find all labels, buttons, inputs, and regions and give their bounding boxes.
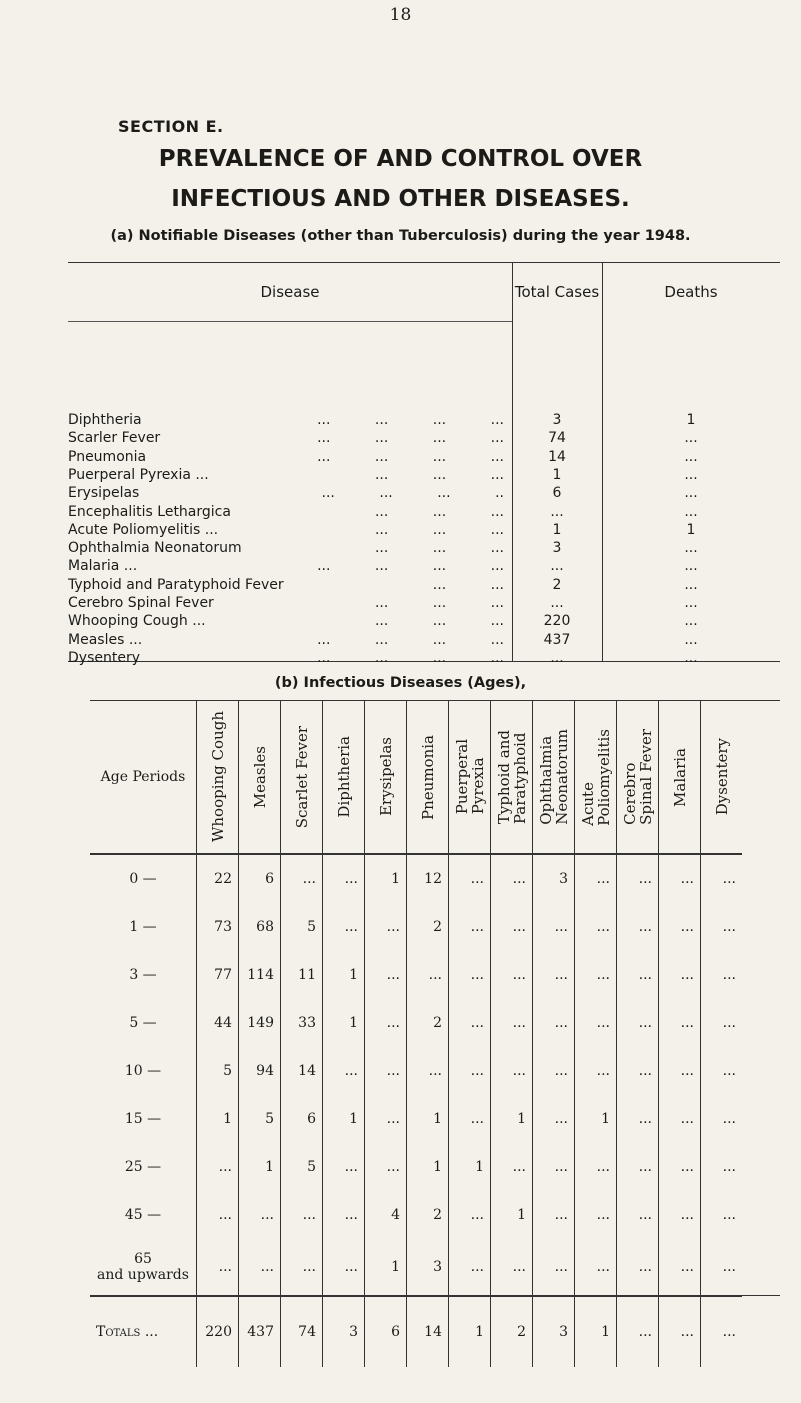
page-title-line-1: PREVALENCE OF AND CONTROL OVER — [158, 146, 643, 172]
cell-value: 3 — [533, 854, 575, 903]
cell-value: ... — [365, 951, 407, 999]
cell-value: 11 — [281, 951, 323, 999]
cell-value: ... — [617, 854, 659, 903]
total-cases: 1 — [552, 466, 562, 483]
cell-value: ... — [491, 1143, 533, 1191]
age-period: 65 and upwards — [97, 1251, 189, 1283]
disease-name: Scarler Fever — [68, 430, 161, 447]
cell-value: ... — [365, 1143, 407, 1191]
column-header — [407, 701, 449, 854]
totals-row — [90, 1296, 742, 1367]
cell-value: ... — [575, 1047, 617, 1095]
table-row — [90, 1095, 742, 1143]
deaths: 1 — [686, 521, 696, 538]
cell-value: 1 — [575, 1095, 617, 1143]
total-value: ... — [659, 1296, 701, 1367]
cell-value: ... — [575, 854, 617, 903]
table-row — [68, 594, 780, 612]
deaths: ... — [684, 576, 698, 593]
disease-cell — [68, 557, 504, 575]
cell-value: 22 — [197, 854, 239, 903]
disease-cell — [68, 503, 504, 521]
cell-value: ... — [323, 1239, 365, 1296]
cell-value: ... — [533, 1095, 575, 1143]
cell-value: ... — [701, 903, 743, 951]
age-period: 1 — — [129, 919, 157, 935]
totals-label: Totals ... — [90, 1296, 197, 1367]
cell-value: 77 — [197, 951, 239, 999]
cell-value: 149 — [239, 999, 281, 1047]
total-cases: 2 — [552, 576, 562, 593]
total-value: 6 — [365, 1296, 407, 1367]
column-header-label: Erysipelas — [376, 737, 395, 817]
age-period: 3 — — [129, 967, 157, 983]
notifiable-diseases-table — [68, 262, 780, 666]
table-row — [90, 903, 742, 951]
cell-value: 1 — [197, 1095, 239, 1143]
disease-name: Puerperal Pyrexia ... — [68, 466, 209, 483]
cell-value: 73 — [197, 903, 239, 951]
disease-cell — [68, 649, 504, 667]
cell-value: 4 — [365, 1191, 407, 1239]
column-header — [701, 701, 743, 854]
table-a-caption: (a) Notifiable Diseases (other than Tuberculosis) during the year 1948. — [110, 228, 691, 244]
cell-value: 33 — [281, 999, 323, 1047]
cell-value: ... — [491, 854, 533, 903]
table-row — [68, 631, 780, 649]
dot-leader: ... ... ... ... — [317, 649, 504, 666]
cell-value: 1 — [491, 1191, 533, 1239]
cell-value: ... — [365, 999, 407, 1047]
cell-value: ... — [449, 903, 491, 951]
cell-value: ... — [323, 903, 365, 951]
cell-value: ... — [281, 1239, 323, 1296]
table-bottom-rule — [90, 1295, 780, 1296]
deaths: ... — [684, 503, 698, 520]
cell-value: ... — [281, 854, 323, 903]
deaths: ... — [684, 631, 698, 648]
cell-value: 1 — [407, 1143, 449, 1191]
cell-value: ... — [659, 999, 701, 1047]
total-cases: ... — [550, 595, 564, 611]
section-label: SECTION E. — [118, 117, 224, 136]
cell-value: ... — [701, 1095, 743, 1143]
cell-value: ... — [533, 1047, 575, 1095]
column-header — [617, 701, 659, 854]
infectious-diseases-ages-table — [90, 700, 780, 1340]
table-row — [68, 411, 780, 429]
table-row — [68, 649, 780, 667]
cell-value: 1 — [491, 1095, 533, 1143]
cell-value: ... — [659, 903, 701, 951]
cell-value: ... — [659, 1095, 701, 1143]
column-header-label: Ophthalmia Neonatorum — [536, 729, 571, 825]
deaths: ... — [684, 430, 698, 447]
total-cases: 3 — [552, 412, 562, 428]
cell-value: ... — [575, 1239, 617, 1296]
column-header — [533, 701, 575, 854]
column-header — [239, 701, 281, 854]
cell-value: 1 — [365, 1239, 407, 1296]
cell-value: ... — [323, 1191, 365, 1239]
table-row — [68, 521, 780, 539]
table-row — [90, 1239, 742, 1296]
disease-name: Acute Poliomyelitis ... — [68, 521, 219, 538]
total-value: 1 — [575, 1296, 617, 1367]
dot-leader: ... ... — [432, 576, 504, 593]
column-header — [323, 701, 365, 854]
disease-name: Ophthalmia Neonatorum — [68, 540, 242, 557]
cell-value: ... — [575, 1143, 617, 1191]
table-row — [68, 539, 780, 557]
cell-value: ... — [659, 1239, 701, 1296]
cell-value: ... — [197, 1143, 239, 1191]
total-cases: 1 — [552, 521, 562, 538]
cell-value: ... — [197, 1239, 239, 1296]
deaths: ... — [684, 485, 698, 502]
dot-leader: ... ... ... — [374, 613, 504, 630]
total-value: 2 — [491, 1296, 533, 1367]
total-cases: ... — [550, 503, 564, 520]
disease-cell — [68, 594, 504, 612]
cell-value: ... — [575, 903, 617, 951]
cell-value: ... — [533, 999, 575, 1047]
age-period: 5 — — [129, 1015, 157, 1031]
header-deaths: Deaths — [664, 283, 718, 301]
deaths: ... — [684, 558, 698, 575]
cell-value: 114 — [239, 951, 281, 999]
dot-leader: ... ... ... — [374, 521, 504, 538]
cell-value: ... — [701, 854, 743, 903]
total-value: 1 — [449, 1296, 491, 1367]
table-row — [68, 466, 780, 484]
dot-leader: ... ... ... ... — [317, 430, 504, 447]
cell-value: ... — [407, 951, 449, 999]
cell-value: ... — [197, 1191, 239, 1239]
cell-value: 2 — [407, 999, 449, 1047]
cell-value: ... — [533, 1239, 575, 1296]
age-period: 25 — — [124, 1159, 162, 1175]
total-value: 14 — [407, 1296, 449, 1367]
total-cases: 3 — [552, 540, 562, 557]
cell-value: 3 — [407, 1239, 449, 1296]
cell-value: 6 — [239, 854, 281, 903]
age-period: 45 — — [124, 1207, 162, 1223]
cell-value: ... — [323, 854, 365, 903]
cell-value: ... — [617, 1143, 659, 1191]
disease-name: Whooping Cough ... — [68, 613, 206, 630]
cell-value: ... — [449, 1191, 491, 1239]
cell-value: ... — [617, 1191, 659, 1239]
cell-value: 68 — [239, 903, 281, 951]
cell-value: ... — [239, 1239, 281, 1296]
age-period: 10 — — [124, 1063, 162, 1079]
cell-value: 14 — [281, 1047, 323, 1095]
table-row — [68, 612, 780, 630]
cell-value: ... — [617, 1239, 659, 1296]
cell-value: ... — [533, 951, 575, 999]
cell-value: ... — [617, 951, 659, 999]
disease-cell — [68, 448, 504, 466]
cell-value: ... — [659, 1191, 701, 1239]
cell-value: 44 — [197, 999, 239, 1047]
deaths: 1 — [686, 412, 696, 428]
deaths: ... — [684, 613, 698, 630]
disease-cell — [68, 576, 504, 594]
cell-value: 5 — [197, 1047, 239, 1095]
page-title-line-2: INFECTIOUS AND OTHER DISEASES. — [171, 186, 630, 212]
cell-value: 5 — [239, 1095, 281, 1143]
cell-value: 2 — [407, 1191, 449, 1239]
cell-value: 1 — [365, 854, 407, 903]
total-value: 74 — [281, 1296, 323, 1367]
column-header — [491, 701, 533, 854]
cell-value: 5 — [281, 903, 323, 951]
disease-name: Encephalitis Lethargica — [68, 503, 231, 520]
column-header-label: Acute Poliomyelitis — [578, 728, 613, 826]
cell-value: ... — [659, 951, 701, 999]
disease-name: Dysentery — [68, 649, 140, 666]
disease-cell — [68, 631, 504, 649]
total-value: 3 — [323, 1296, 365, 1367]
cell-value: ... — [701, 999, 743, 1047]
cell-value: ... — [323, 1143, 365, 1191]
header-age-periods: Age Periods — [90, 701, 197, 854]
cell-value: 1 — [239, 1143, 281, 1191]
cell-value: ... — [491, 951, 533, 999]
cell-value: ... — [449, 1239, 491, 1296]
disease-cell — [68, 521, 504, 539]
cell-value: ... — [533, 903, 575, 951]
cell-value: ... — [449, 951, 491, 999]
deaths: ... — [684, 649, 698, 666]
column-header — [365, 701, 407, 854]
table-row — [68, 503, 780, 521]
cell-value: ... — [449, 854, 491, 903]
dot-leader: ... ... ... ... — [317, 448, 504, 465]
cell-value: ... — [617, 1095, 659, 1143]
cell-value: ... — [617, 903, 659, 951]
total-value: 3 — [533, 1296, 575, 1367]
disease-name: Cerebro Spinal Fever — [68, 595, 214, 611]
column-header — [197, 701, 239, 854]
cell-value: ... — [365, 1047, 407, 1095]
table-row — [90, 1143, 742, 1191]
cell-value: 1 — [449, 1143, 491, 1191]
header-disease: Disease — [260, 283, 320, 301]
cell-value: ... — [407, 1047, 449, 1095]
disease-cell — [68, 411, 504, 429]
column-header — [449, 701, 491, 854]
cell-value: ... — [323, 1047, 365, 1095]
total-cases: 74 — [548, 430, 566, 447]
disease-name: Diphtheria — [68, 412, 142, 428]
column-header-label: Diphtheria — [334, 736, 353, 818]
table-row — [90, 1191, 742, 1239]
cell-value: 1 — [323, 1095, 365, 1143]
disease-cell — [68, 539, 504, 557]
deaths: ... — [684, 540, 698, 557]
deaths: ... — [684, 466, 698, 483]
cell-value: ... — [617, 999, 659, 1047]
disease-cell — [68, 612, 504, 630]
total-cases: 14 — [548, 448, 566, 465]
dot-leader: ... ... ... — [374, 466, 504, 483]
cell-value: ... — [533, 1143, 575, 1191]
table-row — [68, 576, 780, 594]
cell-value: ... — [491, 999, 533, 1047]
column-header — [575, 701, 617, 854]
cell-value: 6 — [281, 1095, 323, 1143]
disease-name: Malaria ... — [68, 558, 138, 575]
column-header-label: Malaria — [670, 747, 689, 807]
table-row — [90, 1047, 742, 1095]
total-cases: 437 — [543, 631, 571, 648]
column-header-label: Typhoid and Paratyphoid — [494, 729, 529, 825]
column-header-label: Scarlet Fever — [292, 725, 311, 829]
cell-value: ... — [449, 1047, 491, 1095]
table-row — [68, 429, 780, 447]
column-header-label: Puerperal Pyrexia — [452, 739, 487, 815]
deaths: ... — [684, 448, 698, 465]
column-header-label: Measles — [250, 745, 269, 809]
disease-cell — [68, 484, 504, 502]
cell-value: 5 — [281, 1143, 323, 1191]
header-total-cases: Total Cases — [514, 283, 600, 301]
disease-cell — [68, 466, 504, 484]
age-period: 0 — — [129, 871, 157, 887]
cell-value: ... — [281, 1191, 323, 1239]
cell-value: 12 — [407, 854, 449, 903]
cell-value: ... — [659, 1143, 701, 1191]
cell-value: ... — [491, 903, 533, 951]
table-row — [68, 557, 780, 575]
cell-value: ... — [701, 1143, 743, 1191]
dot-leader: ... ... ... ... — [317, 412, 504, 428]
disease-name: Measles ... — [68, 631, 143, 648]
cell-value: ... — [575, 1191, 617, 1239]
cell-value: ... — [449, 999, 491, 1047]
cell-value: ... — [701, 1191, 743, 1239]
disease-name: Pneumonia — [68, 448, 147, 465]
cell-value: ... — [575, 951, 617, 999]
cell-value: ... — [575, 999, 617, 1047]
total-value: 437 — [239, 1296, 281, 1367]
cell-value: ... — [365, 1095, 407, 1143]
cell-value: 2 — [407, 903, 449, 951]
dot-leader: ... ... ... — [374, 595, 504, 611]
column-header-label: Dysentery — [712, 738, 731, 816]
cell-value: ... — [239, 1191, 281, 1239]
cell-value: ... — [365, 903, 407, 951]
disease-cell — [68, 429, 504, 447]
cell-value: ... — [701, 1047, 743, 1095]
dot-leader: ... ... ... ... — [317, 631, 504, 648]
total-value: ... — [701, 1296, 743, 1367]
cell-value: ... — [701, 1239, 743, 1296]
age-period: 15 — — [124, 1111, 162, 1127]
column-header-label: Whooping Cough — [208, 711, 227, 843]
table-b-caption: (b) Infectious Diseases (Ages), — [274, 675, 527, 691]
cell-value: 1 — [407, 1095, 449, 1143]
total-cases: 220 — [543, 613, 571, 630]
total-cases: ... — [550, 649, 564, 666]
cell-value: ... — [659, 854, 701, 903]
cell-value: ... — [491, 1239, 533, 1296]
column-header — [281, 701, 323, 854]
total-value: 220 — [197, 1296, 239, 1367]
table-row — [90, 854, 742, 903]
table-row — [68, 448, 780, 466]
deaths: ... — [684, 595, 698, 611]
column-header-label: Cerebro Spinal Fever — [620, 729, 655, 825]
dot-leader: ... ... ... — [374, 540, 504, 557]
dot-leader: ... ... ... — [374, 503, 504, 520]
cell-value: ... — [701, 951, 743, 999]
table-row — [68, 484, 780, 502]
cell-value: ... — [449, 1095, 491, 1143]
column-header-label: Pneumonia — [418, 734, 437, 820]
dot-leader: ... ... ... .. — [321, 485, 504, 502]
dot-leader: ... ... ... ... — [317, 558, 504, 575]
table-row — [90, 951, 742, 999]
cell-value: ... — [659, 1047, 701, 1095]
cell-value: ... — [491, 1047, 533, 1095]
cell-value: 94 — [239, 1047, 281, 1095]
cell-value: 1 — [323, 951, 365, 999]
disease-name: Typhoid and Paratyphoid Fever — [68, 576, 284, 593]
total-cases: ... — [550, 558, 564, 575]
cell-value: 1 — [323, 999, 365, 1047]
total-cases: 6 — [552, 485, 562, 502]
table-row — [90, 999, 742, 1047]
cell-value: ... — [617, 1047, 659, 1095]
total-value: ... — [617, 1296, 659, 1367]
header-rule — [68, 321, 512, 322]
disease-name: Erysipelas — [68, 485, 140, 502]
cell-value: ... — [533, 1191, 575, 1239]
column-header — [659, 701, 701, 854]
page-number: 18 — [389, 5, 412, 25]
